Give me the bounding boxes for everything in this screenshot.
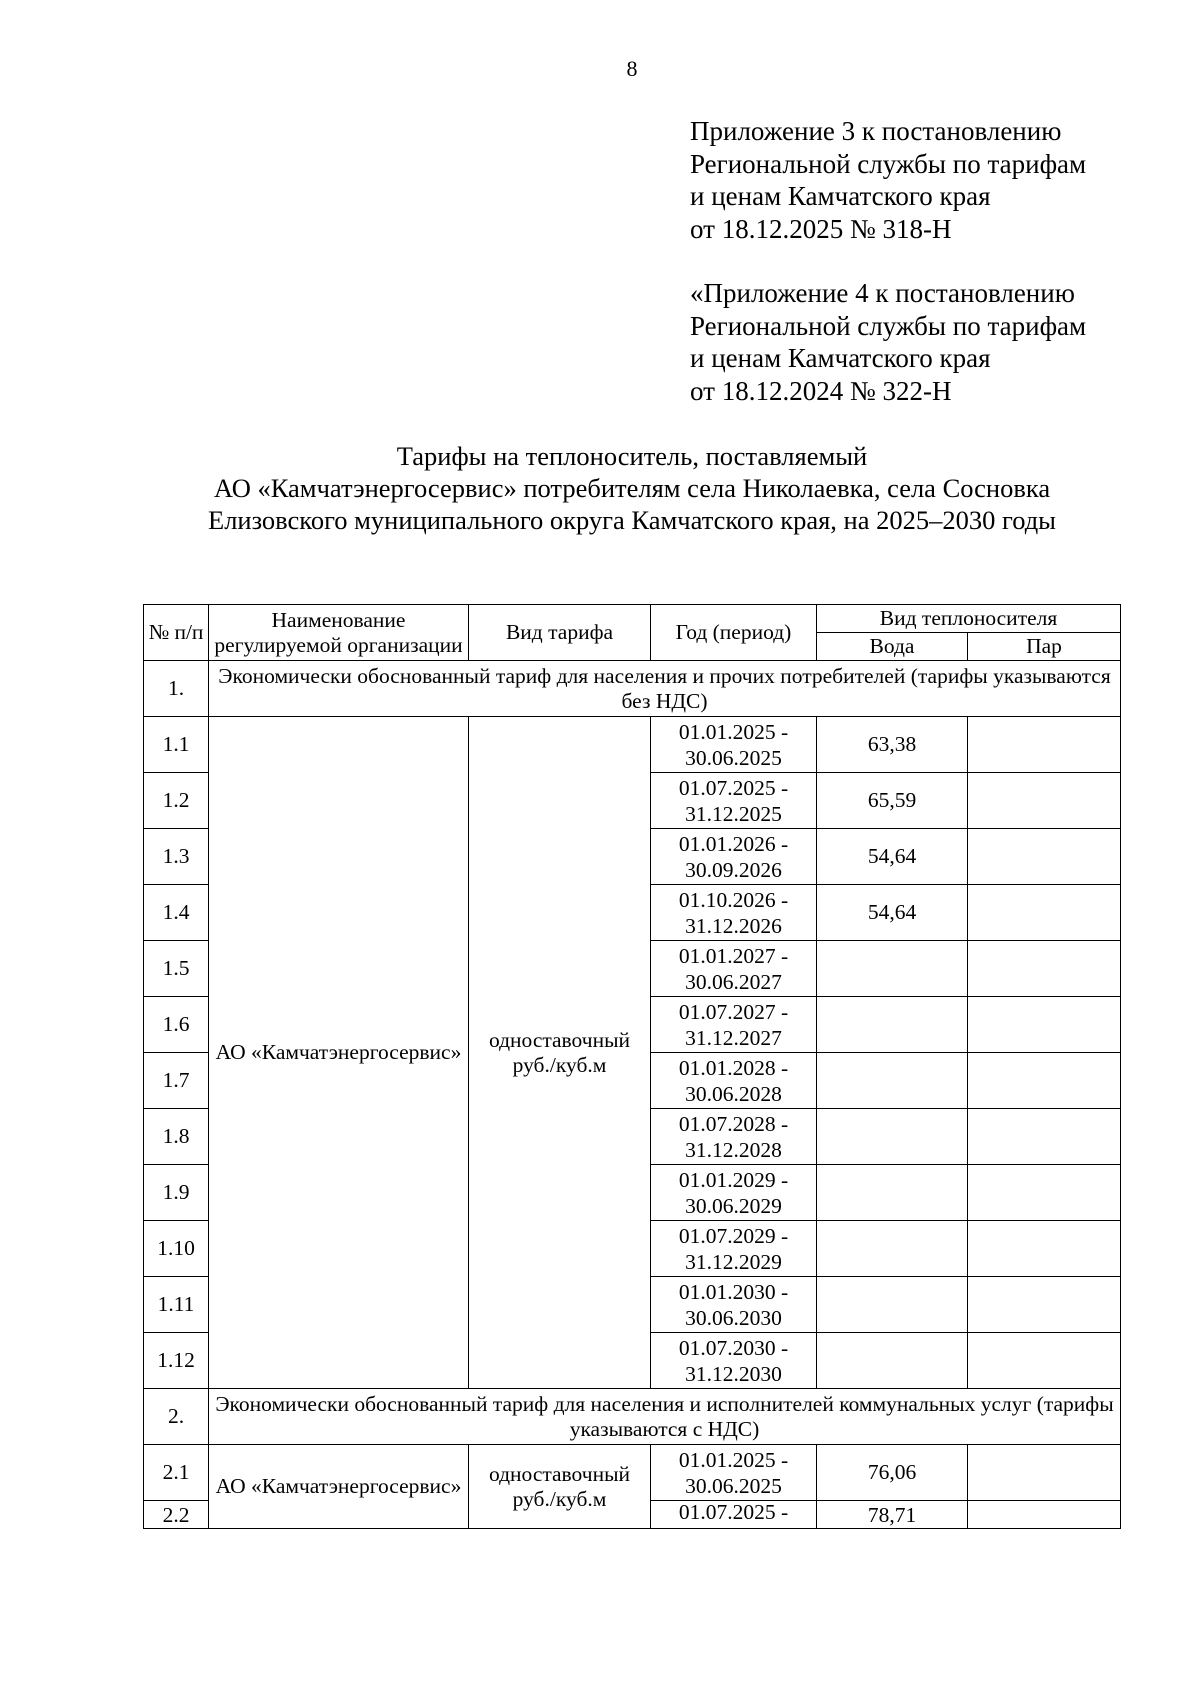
steam-tariff-cell bbox=[968, 1277, 1121, 1333]
section-number: 2. bbox=[144, 1389, 209, 1445]
steam-tariff-cell bbox=[968, 1501, 1121, 1529]
header-heat-carrier: Вид теплоносителя bbox=[817, 605, 1121, 633]
section-title: Экономически обоснованный тариф для населения и прочих потребителей (тарифы указываются без НДС) bbox=[209, 661, 1121, 717]
row-number: 1.12 bbox=[144, 1333, 209, 1389]
row-number: 1.10 bbox=[144, 1221, 209, 1277]
tariff-table bbox=[143, 604, 1121, 1529]
title-line: Тарифы на теплоноситель, поставляемый bbox=[396, 441, 868, 471]
section-row bbox=[144, 661, 1121, 717]
row-number: 1.1 bbox=[144, 717, 209, 773]
water-tariff-cell: 54,64 bbox=[817, 829, 968, 885]
title-line: АО «Камчатэнергосервис» потребителям села Николаевка, села Сосновка bbox=[213, 473, 1051, 503]
period-cell: 01.07.2027 - 31.12.2027 bbox=[651, 997, 817, 1053]
row-number: 1.9 bbox=[144, 1165, 209, 1221]
steam-tariff-cell bbox=[968, 1445, 1121, 1501]
steam-tariff-cell bbox=[968, 717, 1121, 773]
page-number: 8 bbox=[626, 56, 638, 81]
water-tariff-cell: 54,64 bbox=[817, 885, 968, 941]
period-cell: 01.01.2025 - 30.06.2025 bbox=[651, 1445, 817, 1501]
water-tariff-cell bbox=[817, 941, 968, 997]
period-cell: 01.07.2028 - 31.12.2028 bbox=[651, 1109, 817, 1165]
water-tariff-cell: 78,71 bbox=[817, 1501, 968, 1529]
header-organization: Наименование регулируемой организации bbox=[209, 605, 469, 661]
steam-tariff-cell bbox=[968, 829, 1121, 885]
period-cell: 01.01.2027 - 30.06.2027 bbox=[651, 941, 817, 997]
period-cell: 01.07.2030 - 31.12.2030 bbox=[651, 1333, 817, 1389]
water-tariff-cell bbox=[817, 1221, 968, 1277]
appendix-line: Приложение 3 к постановлению bbox=[690, 116, 1062, 146]
water-tariff-cell bbox=[817, 1277, 968, 1333]
table-row bbox=[144, 1445, 1121, 1501]
appendix-line: от 18.12.2024 № 322-Н bbox=[690, 375, 952, 406]
appendix-line: Региональной службы по тарифам bbox=[690, 148, 1087, 179]
period-cell: 01.01.2029 - 30.06.2029 bbox=[651, 1165, 817, 1221]
period-cell: 01.07.2025 - 31.12.2025 bbox=[651, 773, 817, 829]
period-cell: 01.01.2026 - 30.09.2026 bbox=[651, 829, 817, 885]
steam-tariff-cell bbox=[968, 941, 1121, 997]
steam-tariff-cell bbox=[968, 1221, 1121, 1277]
steam-tariff-cell bbox=[968, 997, 1121, 1053]
appendix-reference-current bbox=[690, 115, 1170, 245]
header-period: Год (период) bbox=[651, 605, 817, 661]
appendix-line: и ценам Камчатского края bbox=[690, 343, 991, 373]
water-tariff-cell bbox=[817, 1053, 968, 1109]
water-tariff-cell bbox=[817, 997, 968, 1053]
section-number: 1. bbox=[144, 661, 209, 717]
water-tariff-cell: 63,38 bbox=[817, 717, 968, 773]
water-tariff-cell bbox=[817, 1109, 968, 1165]
row-number: 2.1 bbox=[144, 1445, 209, 1501]
water-tariff-cell: 65,59 bbox=[817, 773, 968, 829]
period-cell: 01.10.2026 - 31.12.2026 bbox=[651, 885, 817, 941]
steam-tariff-cell bbox=[968, 1333, 1121, 1389]
title-line: Елизовского муниципального округа Камчатского края, на 2025–2030 годы bbox=[208, 505, 1056, 535]
section-title: Экономически обоснованный тариф для населения и исполнителей коммунальных услуг (тарифы указываются с НДС) bbox=[209, 1389, 1121, 1445]
water-tariff-cell: 76,06 bbox=[817, 1445, 968, 1501]
steam-tariff-cell bbox=[968, 773, 1121, 829]
table-header-row bbox=[144, 605, 1121, 633]
table-row bbox=[144, 717, 1121, 773]
header-water: Вода bbox=[817, 633, 968, 661]
tariff-type-cell: одноставочный руб./куб.м bbox=[469, 1445, 651, 1529]
row-number: 1.4 bbox=[144, 885, 209, 941]
period-cell: 01.07.2025 - bbox=[651, 1501, 817, 1529]
row-number: 1.11 bbox=[144, 1277, 209, 1333]
row-number: 1.5 bbox=[144, 941, 209, 997]
row-number: 1.7 bbox=[144, 1053, 209, 1109]
row-number: 1.6 bbox=[144, 997, 209, 1053]
organization-cell: АО «Камчатэнергосервис» bbox=[209, 717, 469, 1389]
row-number: 1.3 bbox=[144, 829, 209, 885]
organization-cell: АО «Камчатэнергосервис» bbox=[209, 1445, 469, 1529]
row-number: 2.2 bbox=[144, 1501, 209, 1529]
water-tariff-cell bbox=[817, 1165, 968, 1221]
period-cell: 01.01.2025 - 30.06.2025 bbox=[651, 717, 817, 773]
row-number: 1.2 bbox=[144, 773, 209, 829]
appendix-line: Региональной службы по тарифам bbox=[690, 310, 1087, 341]
row-number: 1.8 bbox=[144, 1109, 209, 1165]
steam-tariff-cell bbox=[968, 1109, 1121, 1165]
period-cell: 01.01.2030 - 30.06.2030 bbox=[651, 1277, 817, 1333]
steam-tariff-cell bbox=[968, 1053, 1121, 1109]
header-tariff-type: Вид тарифа bbox=[469, 605, 651, 661]
period-cell: 01.07.2029 - 31.12.2029 bbox=[651, 1221, 817, 1277]
appendix-line: «Приложение 4 к постановлению bbox=[690, 278, 1075, 308]
steam-tariff-cell bbox=[968, 885, 1121, 941]
header-num: № п/п bbox=[144, 605, 209, 661]
steam-tariff-cell bbox=[968, 1165, 1121, 1221]
period-cell: 01.01.2028 - 30.06.2028 bbox=[651, 1053, 817, 1109]
appendix-line: и ценам Камчатского края bbox=[690, 181, 991, 211]
tariff-type-cell: одноставочный руб./куб.м bbox=[469, 717, 651, 1389]
header-steam: Пар bbox=[968, 633, 1121, 661]
section-row bbox=[144, 1389, 1121, 1445]
water-tariff-cell bbox=[817, 1333, 968, 1389]
appendix-reference-previous bbox=[690, 277, 1170, 407]
appendix-line: от 18.12.2025 № 318-Н bbox=[690, 213, 952, 244]
document-title bbox=[100, 440, 1164, 536]
tariff-table-body bbox=[144, 605, 1121, 1529]
